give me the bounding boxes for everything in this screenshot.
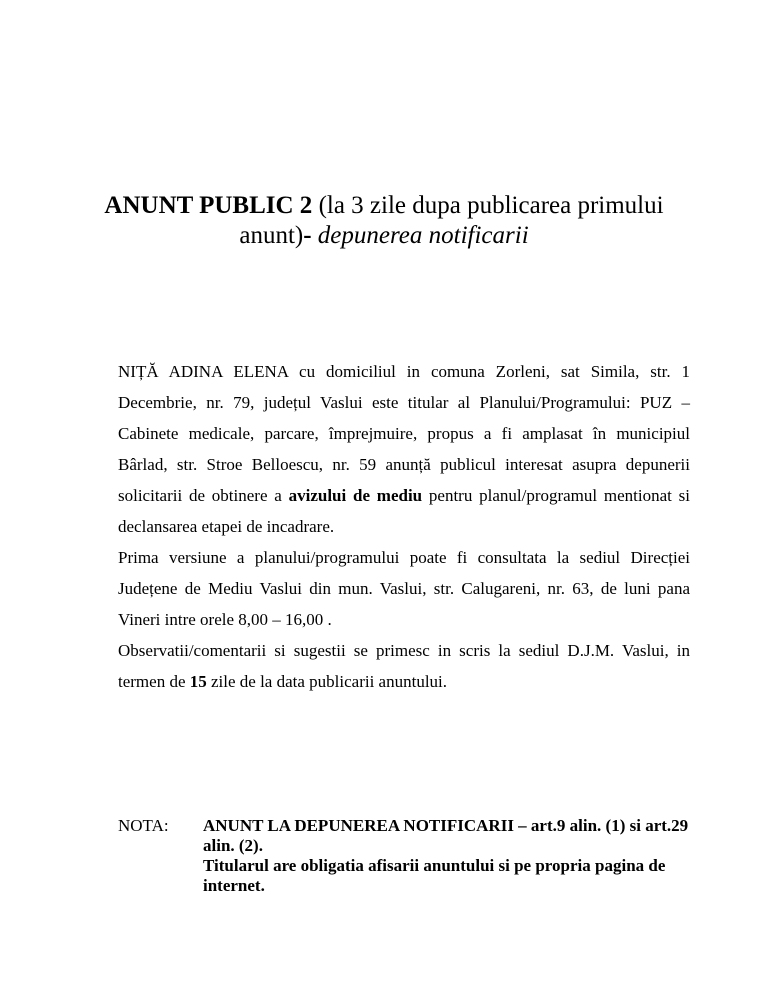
paragraph-comments-end: zile de la data publicarii anuntului.	[206, 672, 448, 691]
nota-line-1: ANUNT LA DEPUNEREA NOTIFICARII – art.9 alin. (1) si art.29 alin. (2).	[203, 816, 689, 855]
term-days: 15	[189, 672, 207, 691]
paragraph-comments-text: Observatii/comentarii si sugestii se primesc in scris la sediul D.J.M. Vaslui, in termen de	[118, 641, 690, 691]
paragraph-applicant-end: pentru planul/programul mentionat si declansarea etapei de incadrare.	[118, 486, 691, 536]
title-dash: -	[303, 222, 318, 249]
paragraph-applicant	[118, 356, 690, 542]
paragraph-applicant-text: NIȚĂ ADINA ELENA cu domiciliul in comuna Zorleni, sat Simila, str. 1 Decembrie, nr. 79, județul Vaslui este titular al Planului/Programului: PUZ – Cabinete medicale, parcare, împrejmuire, propus a fi amplasat în municipiul Bârlad, str. Stroe Belloescu, nr. 59 anunță publicul interesat asupra depunerii solicitarii de obtinere a	[118, 362, 690, 505]
title-rest: (la 3 zile dupa publicarea primului anunt)	[239, 192, 664, 249]
title-italic: depunerea notificarii	[317, 222, 529, 249]
document-title	[100, 191, 668, 251]
paragraph-comments	[118, 635, 690, 697]
avizul-de-mediu: avizului de mediu	[288, 486, 423, 505]
nota-line-2: Titularul are obligatia afisarii anuntului si pe propria pagina de internet.	[203, 856, 666, 895]
nota-text	[203, 816, 693, 896]
nota-label: NOTA:	[118, 816, 169, 835]
title-bold: ANUNT PUBLIC 2	[104, 192, 313, 219]
paragraph-consultation: Prima versiune a planului/programului poate fi consultata la sediul Direcției Județene de Mediu Vaslui din mun. Vaslui, str. Calugareni, nr. 63, de luni pana Vineri intre orele 8,00 – 16,00 .	[118, 548, 690, 629]
announcement-body	[118, 356, 690, 697]
